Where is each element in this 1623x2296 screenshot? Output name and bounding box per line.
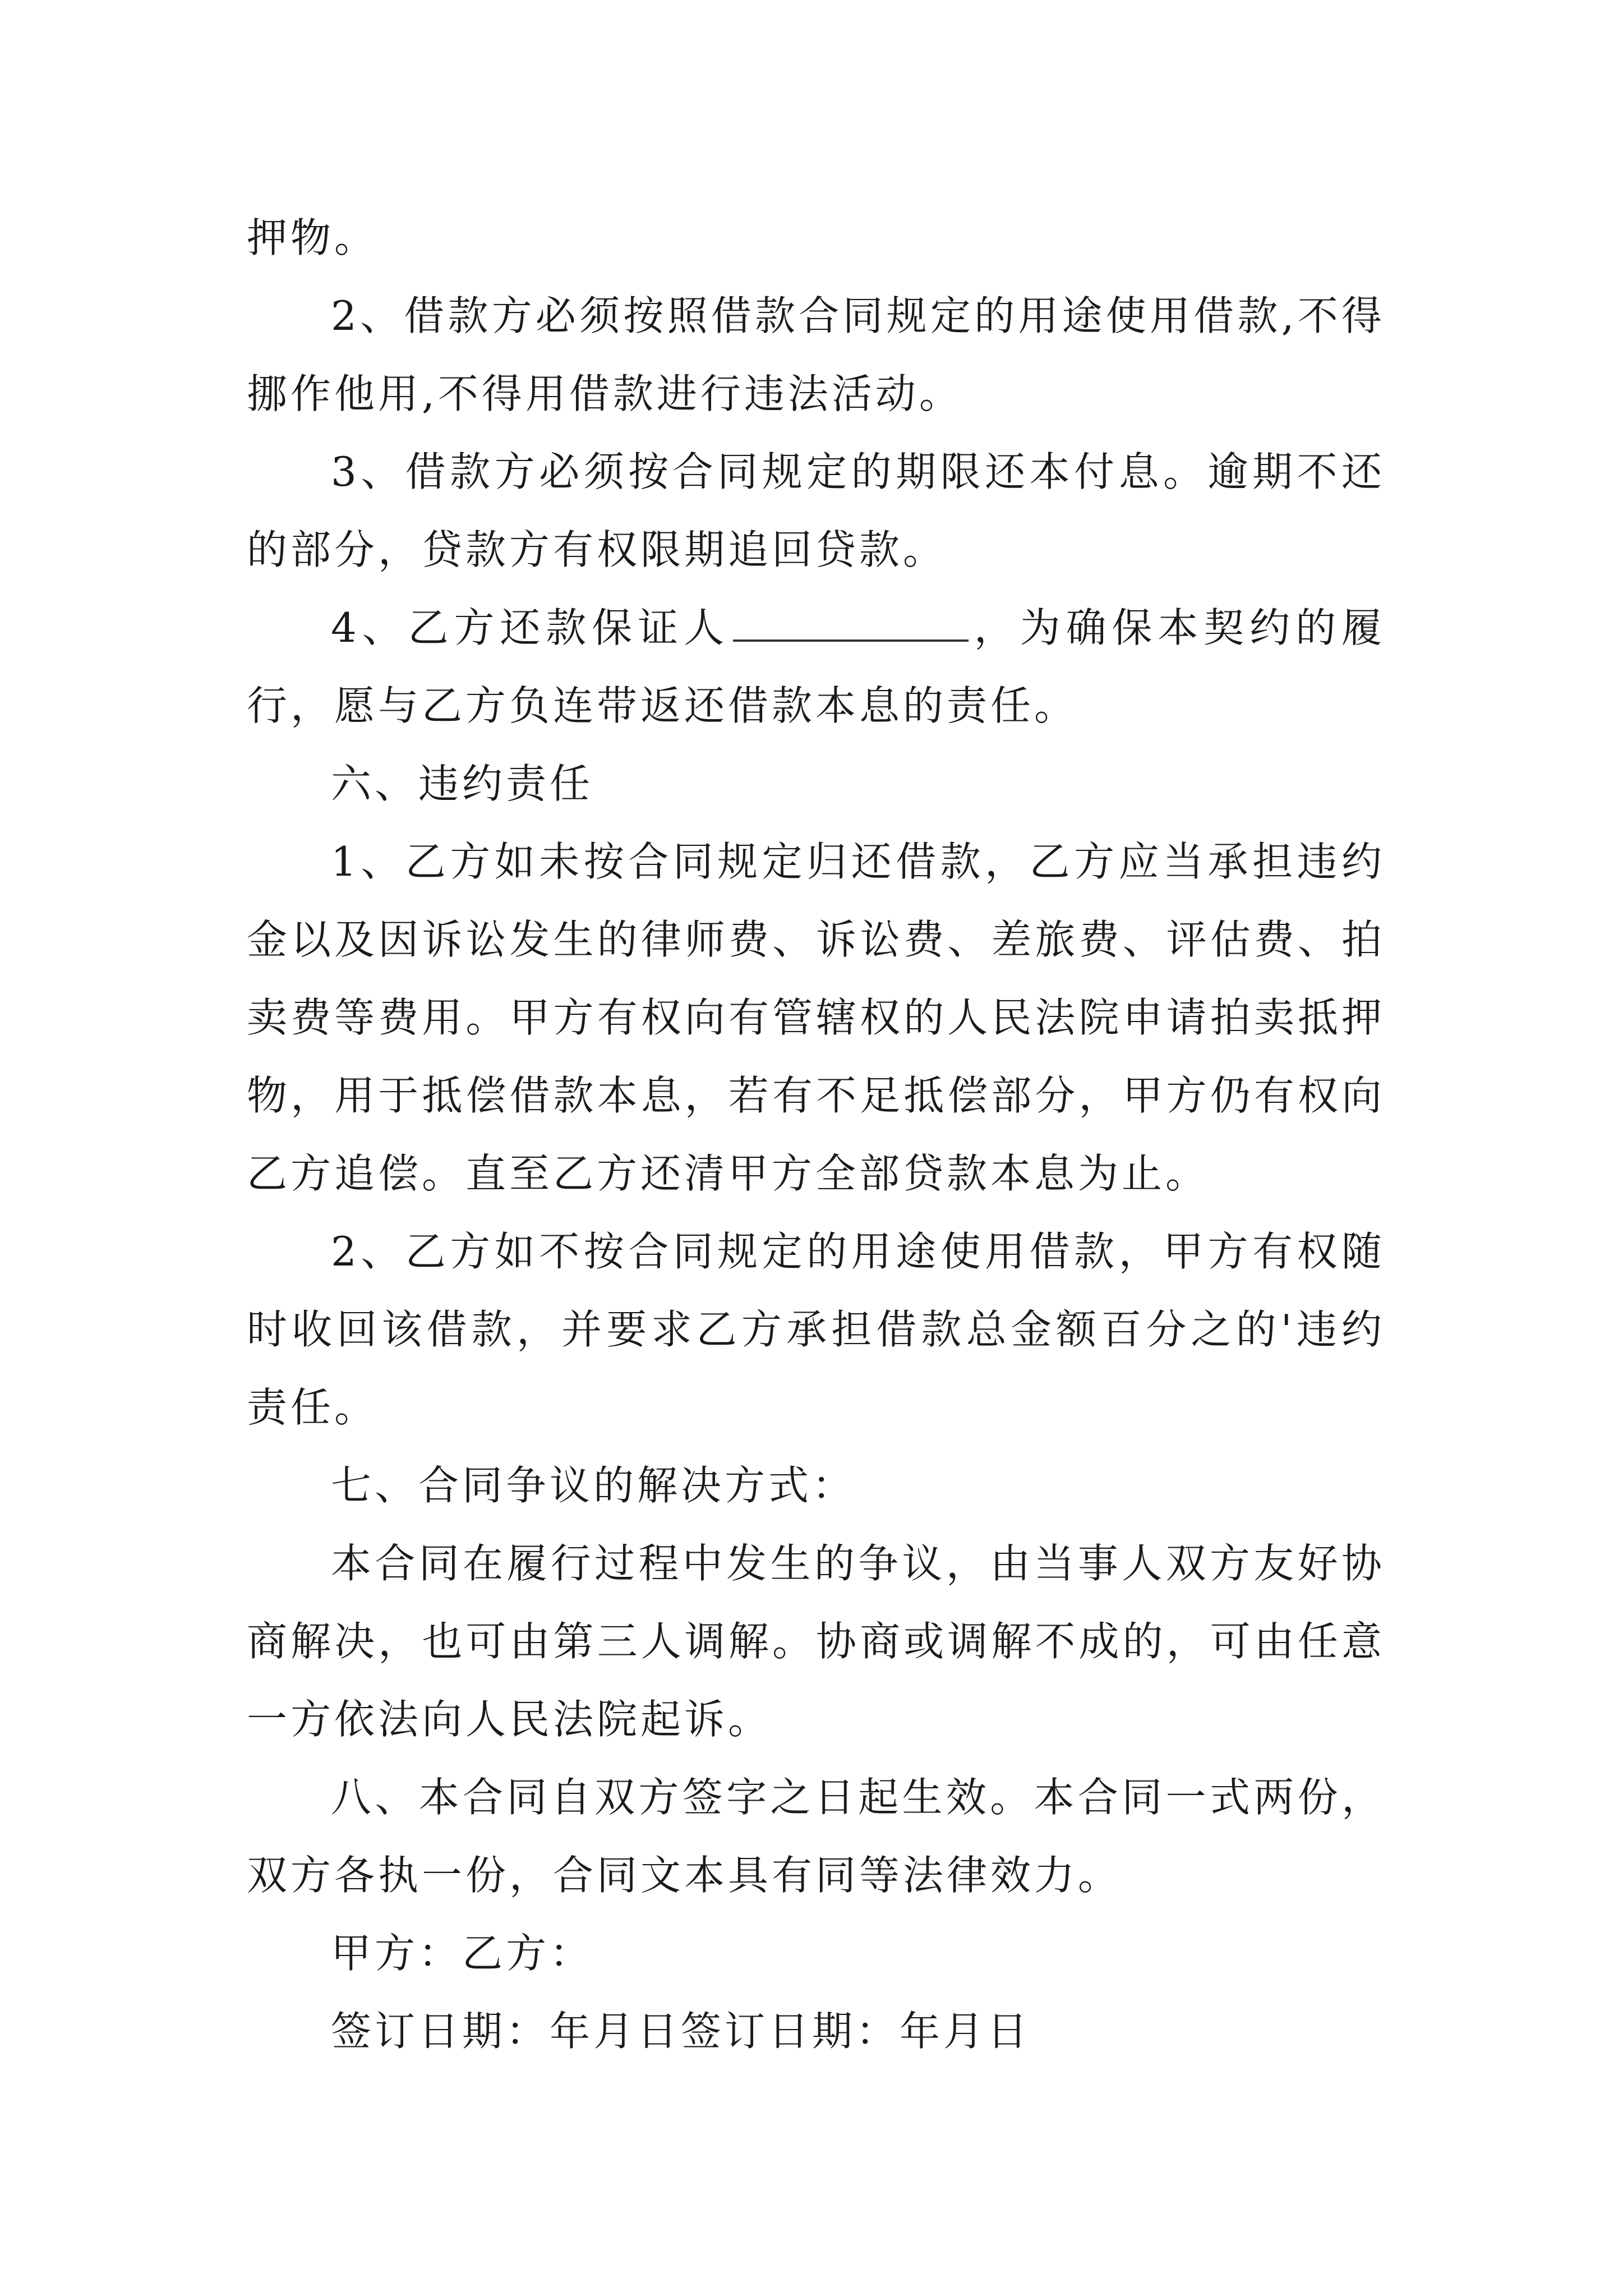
section-effective-date: 八、本合同自双方签字之日起生效。本合同一式两份，双方各执一份，合同文本具有同等法律效力。 bbox=[247, 1774, 1385, 1899]
paragraph-continuation: 押物。 bbox=[247, 214, 379, 261]
signing-date-line: 签订日期：年月日签订日期：年月日 bbox=[331, 2008, 1031, 2055]
dispute-clause: 本合同在履行过程中发生的争议，由当事人双方友好协商解决，也可由第三人调解。协商或调解不成的，可由任意一方依法向人民法院起诉。 bbox=[247, 1540, 1385, 1743]
guarantor-text-after: ，为确保本契约的履行，愿与乙方负连带返还借款本息的责任。 bbox=[247, 604, 1385, 729]
breach-clause-1: 1、乙方如未按合同规定归还借款，乙方应当承担违约金以及因诉讼发生的律师费、诉讼费、差旅费、评估费、拍卖费等费用。甲方有权向有管辖权的人民法院申请拍卖抵押物，用于抵偿借款本息，若有不足抵偿部分，甲方仍有权向乙方追偿。直至乙方还清甲方全部贷款本息为止。 bbox=[247, 838, 1385, 1197]
breach-clause-2: 2、乙方如不按合同规定的用途使用借款，甲方有权随时收回该借款，并要求乙方承担借款总金额百分之的'违约责任。 bbox=[247, 1228, 1385, 1431]
clause-3-repayment-term: 3、借款方必须按合同规定的期限还本付息。逾期不还的部分，贷款方有权限期追回贷款。 bbox=[247, 448, 1385, 573]
clause-4-guarantor bbox=[247, 589, 1385, 745]
parties-signature-line: 甲方：乙方： bbox=[331, 1930, 594, 1977]
section-heading-dispute: 七、合同争议的解决方式： bbox=[331, 1462, 856, 1509]
section-heading-breach: 六、违约责任 bbox=[331, 760, 594, 807]
guarantor-name-blank bbox=[733, 606, 969, 642]
guarantor-text-before: 4、乙方还款保证人 bbox=[331, 604, 730, 651]
document-body bbox=[247, 199, 1385, 2070]
clause-2-loan-usage: 2、借款方必须按照借款合同规定的用途使用借款,不得挪作他用,不得用借款进行违法活动。 bbox=[247, 292, 1385, 417]
